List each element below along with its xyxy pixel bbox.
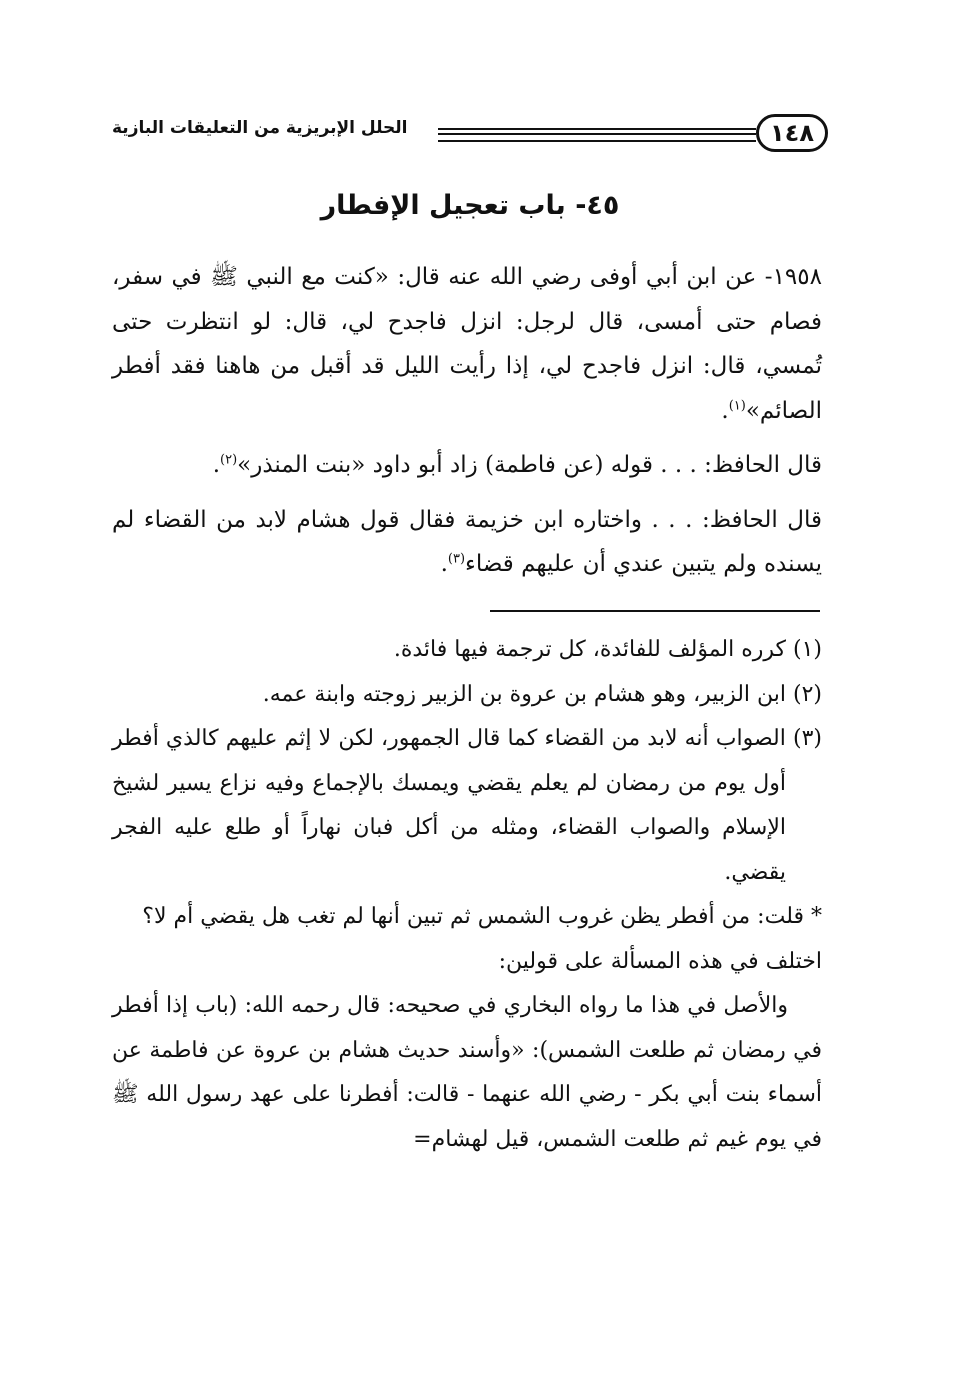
- hafiz-note-2: [112, 498, 822, 587]
- book-title: الحلل الإبريزية من التعليقات البازية: [112, 118, 408, 138]
- footnote-separator: [490, 610, 820, 612]
- answer-intro: اختلف في هذه المسألة على قولين:: [498, 948, 822, 974]
- hafiz-note-2-end: .: [440, 551, 448, 577]
- main-text: [112, 255, 822, 587]
- footnote-2: (٢) ابن الزبير، وهو هشام بن عروة بن الزبير زوجته وابنة عمه.: [262, 681, 822, 707]
- chapter-heading: ٤٥- باب تعجيل الإفطار: [320, 190, 620, 221]
- hafiz-note-2-text: قال الحافظ: . . . واختاره ابن خزيمة فقال قول هشام لابد من القضاء لم يسنده ولم يتبين عندي أن عليهم قضاء: [112, 506, 822, 577]
- footnote-1: (١) كرره المؤلف للفائدة، كل ترجمة فيها فائدة.: [393, 637, 822, 662]
- footnote-marker: (٣): [447, 551, 466, 567]
- header-rule: [438, 128, 756, 142]
- hafiz-note-1-end: .: [212, 452, 221, 478]
- running-header: [112, 108, 828, 160]
- hadith-end: .: [721, 397, 729, 424]
- hafiz-note-1-text: قال الحافظ: . . . قوله (عن فاطمة) زاد أبو داود «بنت المنذر»: [237, 452, 822, 478]
- footnote-3: (٣) الصواب أنه لابد من القضاء كما قال الجمهور، لكن لا إثم عليهم كالذي أفطر أول يوم من رمضان لم يعلم يقضي ويمسك بالإجماع وفيه نزاع يسير لشيخ الإسلام والصواب القضاء، ومثله من أكل فبان نهاراً أو طلع عليه الفجر يقضي.: [112, 726, 822, 885]
- page-number: ١٤٨: [756, 114, 828, 152]
- hafiz-note-1: [112, 443, 822, 488]
- footnotes-section: [112, 628, 822, 1162]
- answer-body: والأصل في هذا ما رواه البخاري في صحيحه: قال رحمه الله: (باب إذا أفطر في رمضان ثم طلعت الشمس): «وأسند حديث هشام بن عروة عن فاطمة عن أسماء بنت أبي بكر - رضي الله عنهما - قالت: أفطرنا على عهد رسول الله ﷺ في يوم غيم ثم طلعت الشمس، قيل لهشام=: [112, 993, 822, 1152]
- hadith-text: ١٩٥٨- عن ابن أبي أوفى رضي الله عنه قال: «كنت مع النبي ﷺ في سفر، فصام حتى أمسى، قال لرجل: انزل فاجدح لي، قال: لو انتظرت حتى تُمسي، قال: انزل فاجدح لي، إذا رأيت الليل قد أقبل من هاهنا فقد أفطر الصائم»: [112, 264, 822, 424]
- question-paragraph: * قلت: من أفطر يظن غروب الشمس ثم تبين أنها لم تغب هل يقضي أم لا؟: [142, 904, 822, 929]
- hadith-paragraph: [112, 255, 822, 433]
- footnote-marker: (١): [728, 397, 746, 413]
- footnote-marker: (٢): [220, 452, 238, 468]
